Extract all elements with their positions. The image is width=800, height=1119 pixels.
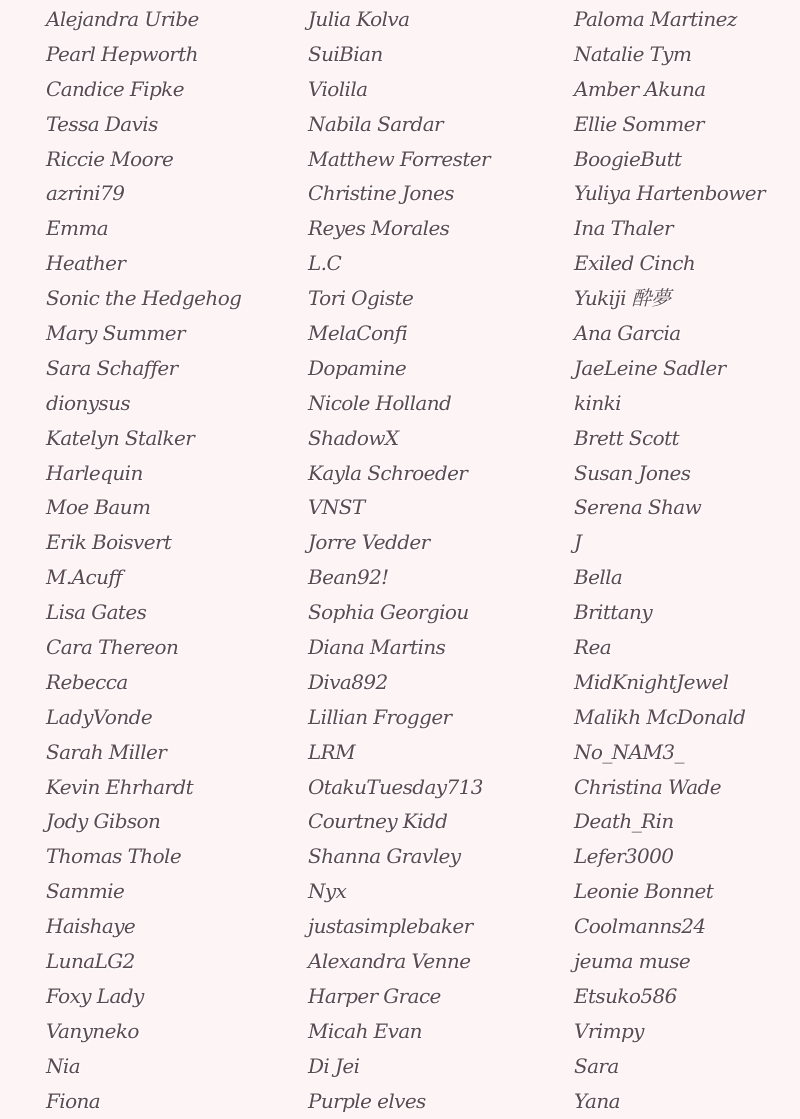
name-entry: LRM (308, 739, 356, 764)
name-entry: Tori Ogiste (308, 286, 414, 311)
name-entry: Lisa Gates (46, 600, 147, 625)
name-entry: Sara Schaffer (46, 355, 178, 380)
name-entry: Kayla Schroeder (308, 460, 468, 485)
name-entry: M.Acuff (46, 565, 122, 590)
name-entry: Katelyn Stalker (46, 425, 195, 450)
name-entry: Pearl Hepworth (46, 41, 198, 66)
name-entry: SuiBian (308, 41, 383, 66)
name-entry: kinki (574, 390, 621, 415)
name-entry: Riccie Moore (46, 146, 174, 171)
name-entry: BoogieButt (574, 146, 682, 171)
name-entry: Exiled Cinch (574, 251, 696, 276)
name-entry: azrini79 (46, 181, 125, 206)
name-entry: Purple elves (308, 1088, 426, 1113)
name-entry: Jody Gibson (46, 809, 161, 834)
name-column-2 (308, 2, 563, 1119)
name-entry: Yukiji 酔夢 (574, 286, 671, 311)
name-entry: Nia (46, 1053, 81, 1078)
name-entry: Nicole Holland (308, 390, 452, 415)
name-entry: Lefer3000 (574, 844, 674, 869)
name-entry: Di Jei (308, 1053, 360, 1078)
name-entry: Sophia Georgiou (308, 600, 469, 625)
name-entry: VNST (308, 495, 365, 520)
name-entry: Amber Akuna (574, 76, 706, 101)
name-entry: MidKnightJewel (574, 669, 729, 694)
name-column-3 (574, 2, 800, 1119)
name-entry: Haishaye (46, 914, 136, 939)
name-entry: Shanna Gravley (308, 844, 461, 869)
name-entry: Serena Shaw (574, 495, 702, 520)
name-entry: Mary Summer (46, 321, 185, 346)
name-entry: Sarah Miller (46, 739, 167, 764)
name-entry: Candice Fipke (46, 76, 184, 101)
name-entry: Vrimpy (574, 1018, 644, 1043)
name-entry: Tessa Davis (46, 111, 158, 136)
name-entry: Kevin Ehrhardt (46, 774, 194, 799)
name-entry: Christina Wade (574, 774, 721, 799)
name-entry: Nyx (308, 879, 347, 904)
name-entry: LadyVonde (46, 704, 153, 729)
name-entry: jeuma muse (574, 949, 691, 974)
name-entry: Yuliya Hartenbower (574, 181, 765, 206)
name-entry: Lillian Frogger (308, 704, 452, 729)
name-entry: Ana Garcia (574, 321, 681, 346)
name-entry: Fiona (46, 1088, 101, 1113)
name-entry: Ellie Sommer (574, 111, 704, 136)
name-entry: Reyes Morales (308, 216, 450, 241)
name-entry: Heather (46, 251, 126, 276)
name-entry: Moe Baum (46, 495, 151, 520)
name-entry: Foxy Lady (46, 983, 144, 1008)
name-entry: Violila (308, 76, 368, 101)
name-entry: justasimplebaker (308, 914, 473, 939)
name-entry: ShadowX (308, 425, 399, 450)
name-entry: Rebecca (46, 669, 128, 694)
name-entry: Paloma Martinez (574, 7, 737, 31)
name-entry: J (574, 530, 582, 555)
name-entry: Susan Jones (574, 460, 691, 485)
name-entry: Bean92! (308, 565, 389, 590)
name-entry: Harlequin (46, 460, 143, 485)
name-entry: Erik Boisvert (46, 530, 172, 555)
name-entry: LunaLG2 (46, 949, 135, 974)
name-entry: Sonic the Hedgehog (46, 286, 242, 311)
name-entry: dionysus (46, 390, 131, 415)
name-entry: Malikh McDonald (574, 704, 746, 729)
name-column-1 (46, 2, 296, 1119)
name-entry: Matthew Forrester (308, 146, 490, 171)
name-entry: Emma (46, 216, 109, 241)
name-entry: Christine Jones (308, 181, 454, 206)
name-entry: Jorre Vedder (308, 530, 430, 555)
name-entry: Micah Evan (308, 1018, 422, 1043)
name-entry: Death_Rin (574, 809, 674, 834)
name-entry: Nabila Sardar (308, 111, 443, 136)
name-entry: Julia Kolva (308, 7, 410, 31)
name-entry: Coolmanns24 (574, 914, 706, 939)
name-entry: Brett Scott (574, 425, 679, 450)
name-entry: Harper Grace (308, 983, 441, 1008)
name-entry: JaeLeine Sadler (574, 355, 726, 380)
name-entry: Ina Thaler (574, 216, 674, 241)
name-entry: MelaConfi (308, 321, 408, 346)
name-entry: OtakuTuesday713 (308, 774, 483, 799)
name-entry: Alexandra Venne (308, 949, 471, 974)
name-entry: Courtney Kidd (308, 809, 448, 834)
name-entry: Diva892 (308, 669, 388, 694)
name-entry: Rea (574, 635, 612, 660)
name-entry: Alejandra Uribe (46, 7, 199, 31)
name-entry: Sara (574, 1053, 619, 1078)
name-entry: Natalie Tym (574, 41, 692, 66)
name-entry: Dopamine (308, 355, 407, 380)
name-entry: Etsuko586 (574, 983, 677, 1008)
name-entry: L.C (308, 251, 342, 276)
name-entry: Sammie (46, 879, 125, 904)
name-entry: Yana (574, 1088, 620, 1113)
name-entry: Bella (574, 565, 623, 590)
name-entry: Thomas Thole (46, 844, 182, 869)
name-entry: No_NAM3_ (574, 739, 684, 764)
name-entry: Leonie Bonnet (574, 879, 714, 904)
name-entry: Cara Thereon (46, 635, 179, 660)
name-entry: Brittany (574, 600, 653, 625)
name-entry: Vanyneko (46, 1018, 139, 1043)
name-entry: Diana Martins (308, 635, 446, 660)
